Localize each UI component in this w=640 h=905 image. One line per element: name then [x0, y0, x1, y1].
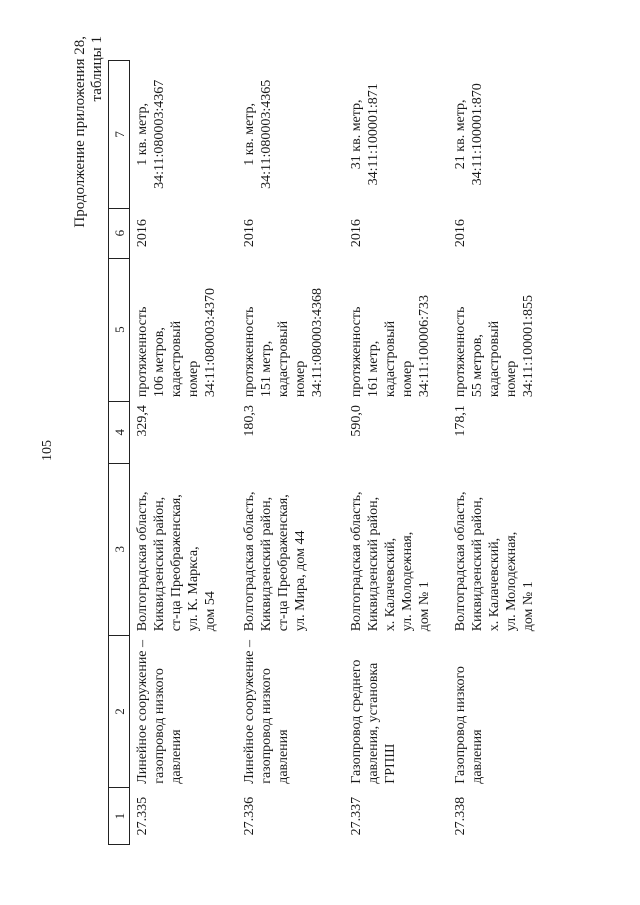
object-year: 2016 — [453, 219, 468, 248]
header-col-5: 5 — [109, 258, 130, 401]
object-year: 2016 — [135, 219, 150, 248]
table-row — [344, 61, 448, 845]
row-number: 27.338 — [453, 796, 468, 836]
object-address: Волгоградская область, Киквидзенский район, х. Калачевский, ул. Молодежная, дом № 1 — [453, 491, 536, 632]
page-number: 105 — [40, 440, 55, 461]
object-details: протяженность 151 метр, кадастровый номер 34:11:080003:4368 — [242, 287, 325, 398]
header-col-3: 3 — [109, 463, 130, 635]
continuation-note — [72, 36, 106, 228]
object-details: протяженность 161 метр, кадастровый номер 34:11:100006:733 — [349, 294, 432, 398]
object-name: Газопровод низкого давления — [453, 666, 485, 784]
header-col-6: 6 — [109, 208, 130, 258]
object-address: Волгоградская область, Киквидзенский район, ст-ца Преображенская, ул. К. Маркса, дом 54 — [135, 491, 218, 632]
object-address: Волгоградская область, Киквидзенский район, ст-ца Преображенская, ул. Мира, дом 44 — [242, 491, 308, 632]
continuation-line-2: таблицы 1 — [89, 36, 105, 102]
object-name: Газопровод среднего давления, установка ГРПШ — [349, 659, 398, 784]
object-details: протяженность 55 метров, кадастровый номер 34:11:100001:855 — [453, 294, 536, 398]
object-land-plot: 21 кв. метр, 34:11:100001:870 — [453, 83, 485, 186]
object-land-plot: 1 кв. метр, 34:11:080003:4365 — [242, 79, 274, 189]
property-table — [108, 60, 556, 845]
object-address: Волгоградская область, Киквидзенский район, х. Калачевский, ул. Молодежная, дом № 1 — [349, 491, 432, 632]
row-number: 27.337 — [349, 796, 364, 836]
object-year: 2016 — [349, 219, 364, 248]
object-name: Линейное сооружение – газопровод низкого давления — [135, 639, 184, 784]
table-row — [448, 61, 556, 845]
object-value: 180,3 — [242, 405, 257, 437]
header-row — [109, 61, 130, 845]
object-value: 590,0 — [349, 405, 364, 437]
table-row — [237, 61, 344, 845]
object-name: Линейное сооружение – газопровод низкого давления — [242, 639, 291, 784]
continuation-line-1: Продолжение приложения 28, — [72, 36, 88, 228]
row-number: 27.335 — [135, 796, 150, 836]
header-col-4: 4 — [109, 401, 130, 463]
header-col-2: 2 — [109, 635, 130, 787]
object-land-plot: 1 кв. метр, 34:11:080003:4367 — [135, 79, 167, 189]
object-value: 178,1 — [453, 405, 468, 437]
object-land-plot: 31 кв. метр, 34:11:100001:871 — [349, 83, 381, 186]
row-number: 27.336 — [242, 796, 257, 836]
object-value: 329,4 — [135, 405, 150, 437]
object-year: 2016 — [242, 219, 257, 248]
table-row — [130, 61, 238, 845]
header-col-1: 1 — [109, 788, 130, 845]
header-col-7: 7 — [109, 61, 130, 209]
object-details: протяженность 106 метров, кадастровый номер 34:11:080003:4370 — [135, 287, 218, 398]
